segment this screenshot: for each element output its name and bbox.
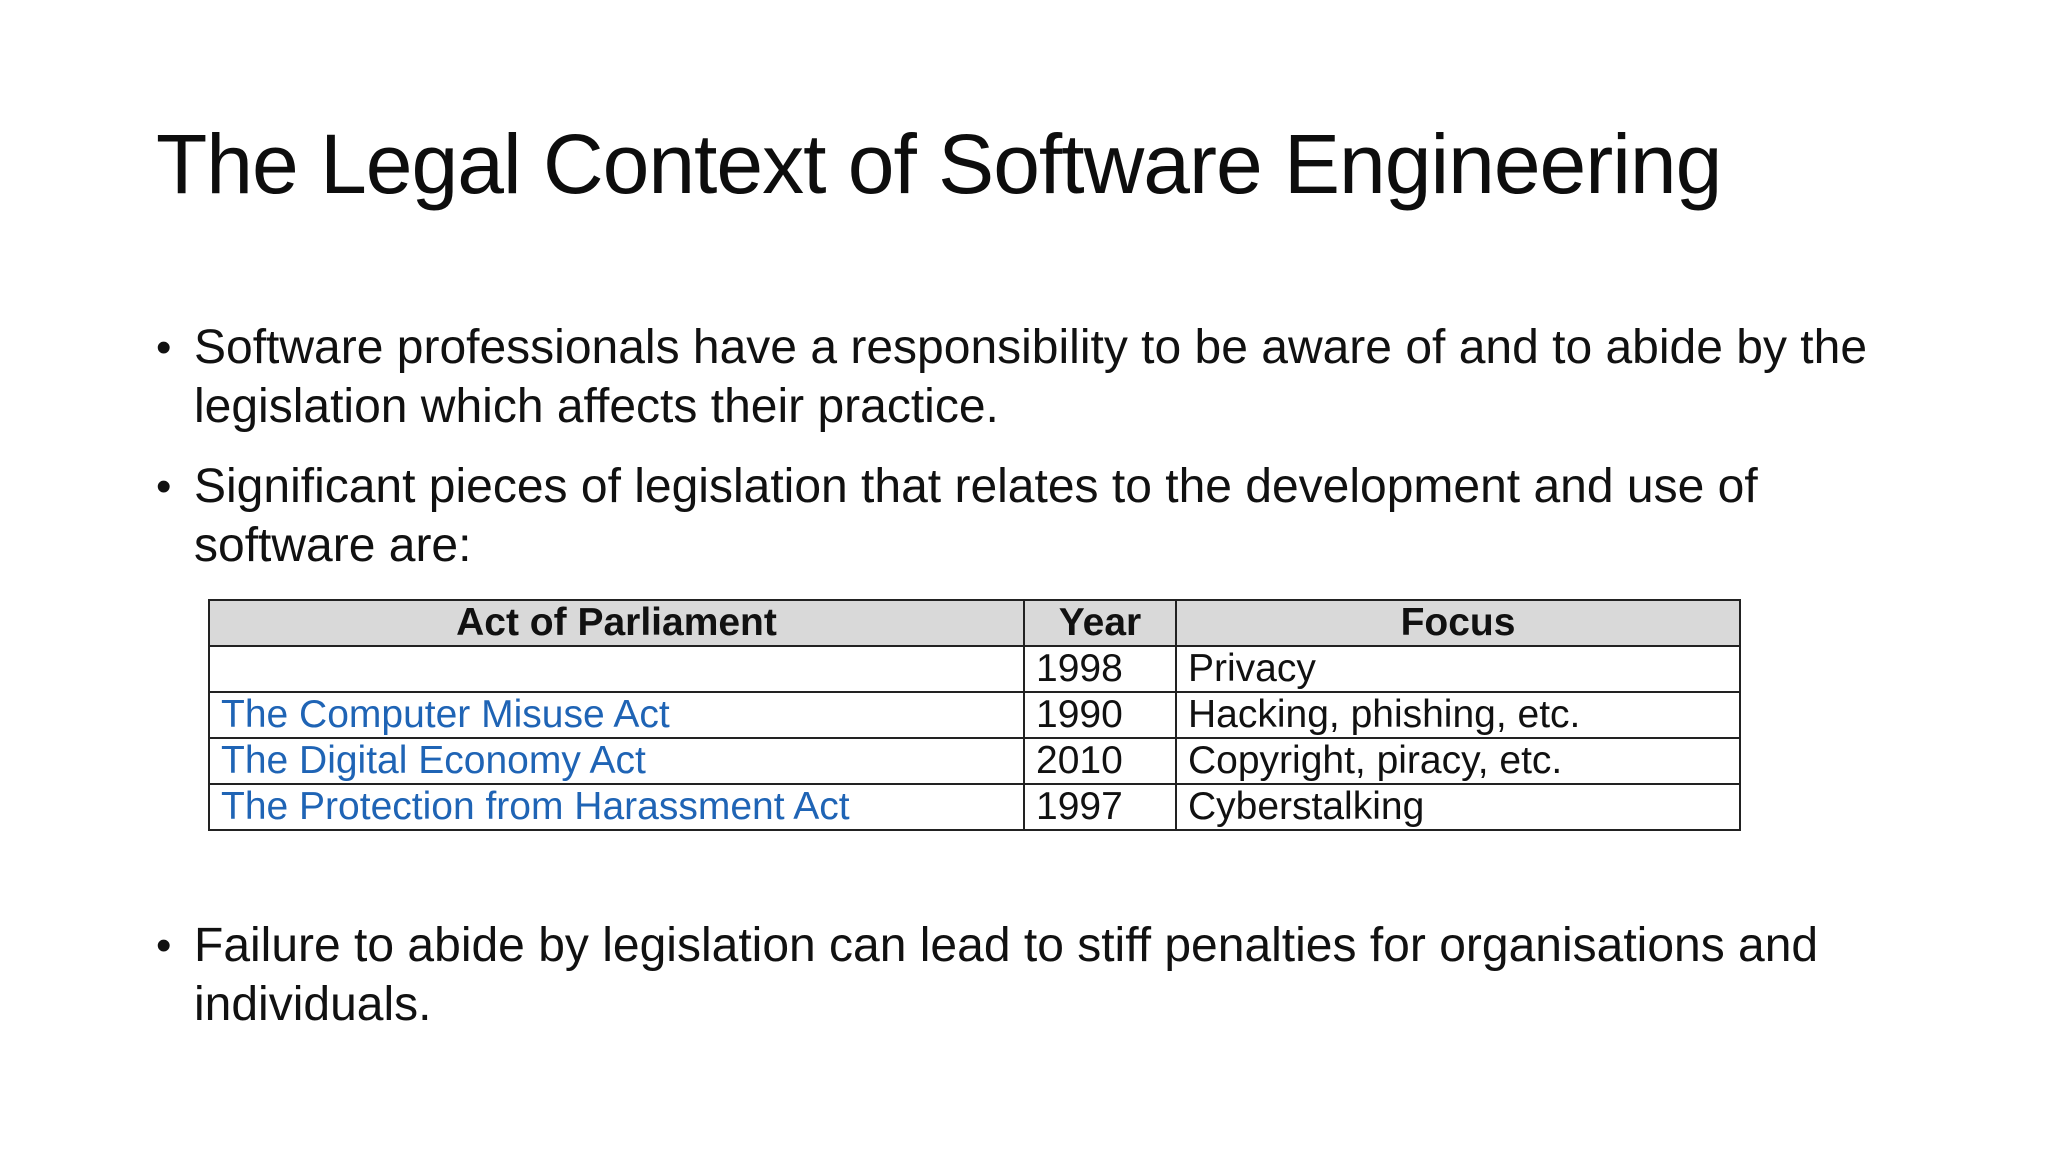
bullet-dot: • [156,921,172,970]
table-row [209,784,1740,830]
bullet-dot: • [156,462,172,511]
bullet-text: Software professionals have a responsibility to be aware of and to abide by the legislation which affects their practice. [194,321,1868,433]
year-cell: 1998 [1024,646,1176,692]
focus-cell: Privacy [1176,646,1740,692]
bullet-dot: • [156,323,172,372]
header-focus: Focus [1176,600,1740,646]
bullet-item [156,457,1916,575]
header-act: Act of Parliament [209,600,1024,646]
table-header-row [209,600,1740,646]
act-link-computer-misuse[interactable]: The Computer Misuse Act [209,692,1024,738]
slide-title: The Legal Context of Software Engineering [156,117,1722,211]
year-cell: 1990 [1024,692,1176,738]
year-cell: 2010 [1024,738,1176,784]
bullet-item [156,916,1916,1034]
focus-cell: Copyright, piracy, etc. [1176,738,1740,784]
table-row [209,738,1740,784]
act-cell [209,646,1024,692]
act-link-digital-economy[interactable]: The Digital Economy Act [209,738,1024,784]
table-row [209,646,1740,692]
header-year: Year [1024,600,1176,646]
bullet-text: Significant pieces of legislation that relates to the development and use of software are: [194,460,1758,572]
focus-cell: Cyberstalking [1176,784,1740,830]
year-cell: 1997 [1024,784,1176,830]
bullet-text: Failure to abide by legislation can lead to stiff penalties for organisations and individuals. [194,919,1819,1031]
table-row [209,692,1740,738]
bullet-item [156,318,1916,436]
act-link-protection-from-harassment[interactable]: The Protection from Harassment Act [209,784,1024,830]
legislation-table [208,599,1741,831]
focus-cell: Hacking, phishing, etc. [1176,692,1740,738]
